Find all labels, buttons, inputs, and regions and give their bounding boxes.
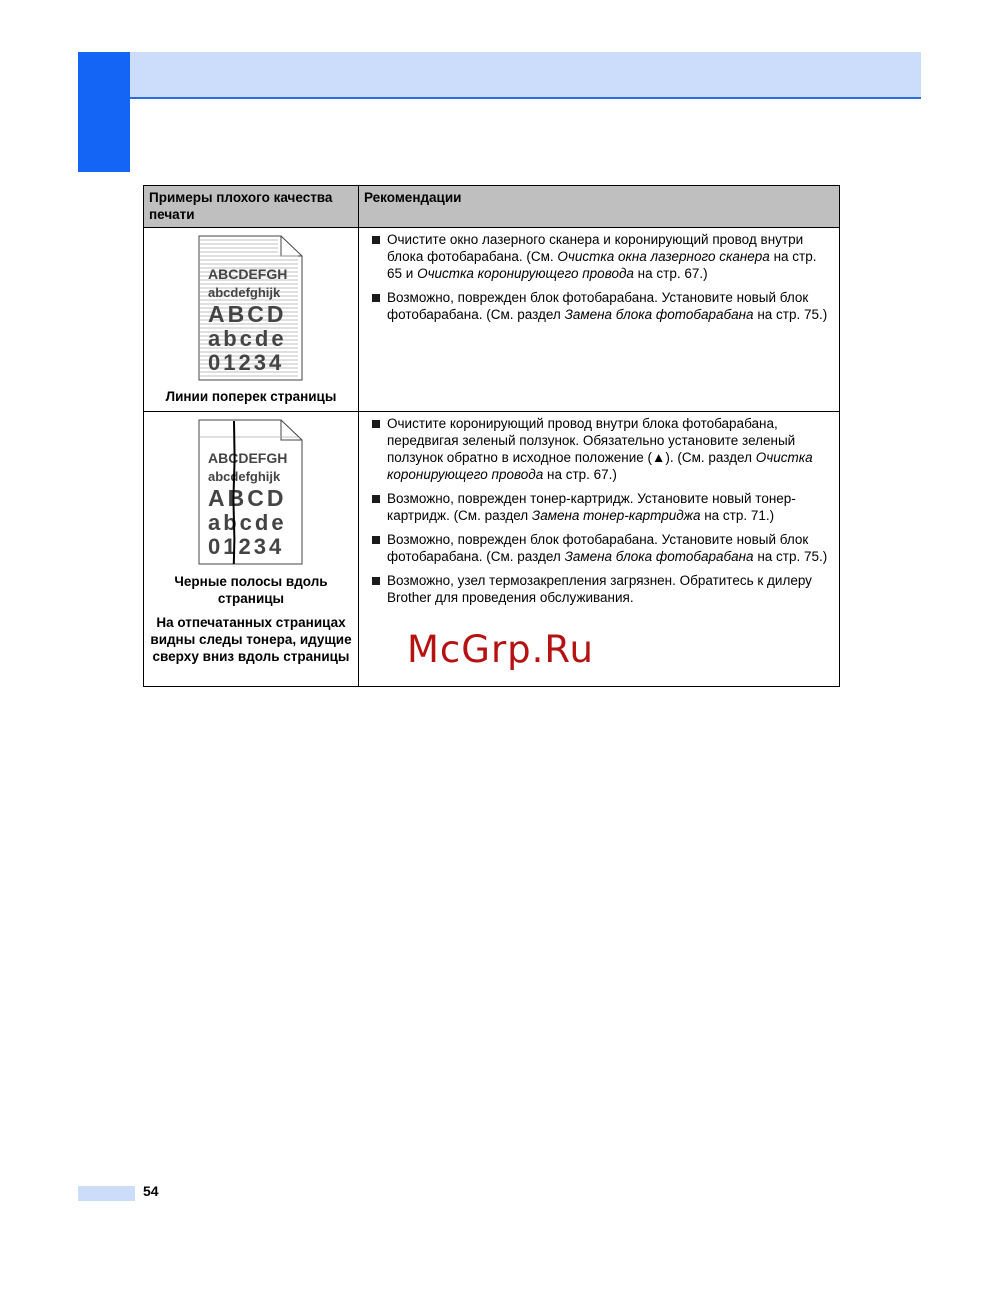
defect-description: На отпечатанных страницах видны следы тонера, идущие сверху вниз вдоль страницы	[150, 615, 352, 664]
cross-reference-link[interactable]: Замена тонер-картриджа	[531, 508, 701, 523]
recommendation-text: Возможно, поврежден тонер-картридж. Установите новый тонер-картридж. (См. раздел Замена тонер-картриджа на стр. 71.)	[387, 491, 796, 523]
page-number: 54	[143, 1183, 159, 1199]
recommendation-text: Возможно, узел термозакрепления загрязнен. Обратитесь к дилеру Brother для проведения обслуживания.	[387, 573, 812, 605]
table-row	[144, 228, 840, 412]
square-bullet-icon	[372, 236, 380, 244]
square-bullet-icon	[372, 577, 380, 585]
recommendation-item	[369, 415, 835, 483]
recommendation-item	[369, 531, 835, 565]
print-quality-table	[143, 185, 840, 687]
recommendation-text: Возможно, поврежден блок фотобарабана. Установите новый блок фотобарабана. (См. раздел Замена блока фотобарабана на стр. 75.)	[387, 532, 828, 564]
footer-bar	[78, 1186, 135, 1201]
vertical-line-page-icon	[198, 419, 304, 565]
sample-cell	[144, 228, 359, 412]
cross-reference-link[interactable]: Замена блока фотобарабана	[564, 307, 754, 322]
defect-caption: Черные полосы вдоль страницы	[174, 574, 328, 606]
watermark: McGrp.Ru	[407, 628, 594, 671]
recommendation-text: Очистите коронирующий провод внутри блока фотобарабана, передвигая зеленый ползунок. Обязательно установите зеленый ползунок обратно в исходное положение (▲). (См. раздел Очистка коронирующего провода на стр. 67.)	[387, 416, 813, 482]
recommendation-text: Очистите окно лазерного сканера и коронирующий провод внутри блока фотобарабана. (См. Очистка окна лазерного сканера на стр. 65 и Очистка коронирующего провода на стр. 67.)	[387, 232, 817, 281]
vertical-stripe	[233, 421, 234, 564]
header-rule	[130, 97, 921, 99]
sample-text-line: 01234	[208, 350, 285, 375]
sample-cell	[144, 412, 359, 687]
cross-reference-link[interactable]: Очистка коронирующего провода	[417, 266, 634, 281]
cross-reference-link[interactable]: Очистка коронирующего провода	[387, 450, 813, 482]
sample-text-line: ABCDEFGH	[208, 450, 288, 466]
recommendations-cell	[359, 228, 840, 412]
sample-text-line: ABCD	[208, 485, 287, 511]
column-header-examples: Примеры плохого качества печати	[144, 186, 359, 228]
table-header-row	[144, 186, 840, 228]
sample-text-line: ABCD	[208, 301, 287, 327]
sample-text-line: abcdefghijk	[208, 469, 281, 484]
recommendation-text: Возможно, поврежден блок фотобарабана. Установите новый блок фотобарабана. (См. раздел Замена блока фотобарабана на стр. 75.)	[387, 290, 828, 322]
square-bullet-icon	[372, 294, 380, 302]
header-band	[130, 52, 921, 97]
sample-text-line: abcdefghijk	[208, 285, 281, 300]
horizontal-lines-page-icon	[198, 235, 304, 381]
sample-text-line: 01234	[208, 534, 285, 559]
chapter-tab	[78, 52, 130, 172]
recommendation-list	[359, 412, 839, 606]
recommendation-item	[369, 490, 835, 524]
sample-text-line: abcde	[208, 510, 287, 535]
sample-text-line: abcde	[208, 326, 287, 351]
square-bullet-icon	[372, 495, 380, 503]
cross-reference-link[interactable]: Очистка окна лазерного сканера	[557, 249, 770, 264]
recommendation-list	[359, 228, 839, 323]
recommendation-item	[369, 572, 835, 606]
square-bullet-icon	[372, 420, 380, 428]
column-header-recommendations: Рекомендации	[359, 186, 840, 228]
recommendation-item	[369, 289, 835, 323]
cross-reference-link[interactable]: Замена блока фотобарабана	[564, 549, 754, 564]
square-bullet-icon	[372, 536, 380, 544]
recommendation-item	[369, 231, 835, 282]
sample-text-line: ABCDEFGH	[208, 266, 288, 282]
defect-caption: Линии поперек страницы	[165, 389, 337, 404]
